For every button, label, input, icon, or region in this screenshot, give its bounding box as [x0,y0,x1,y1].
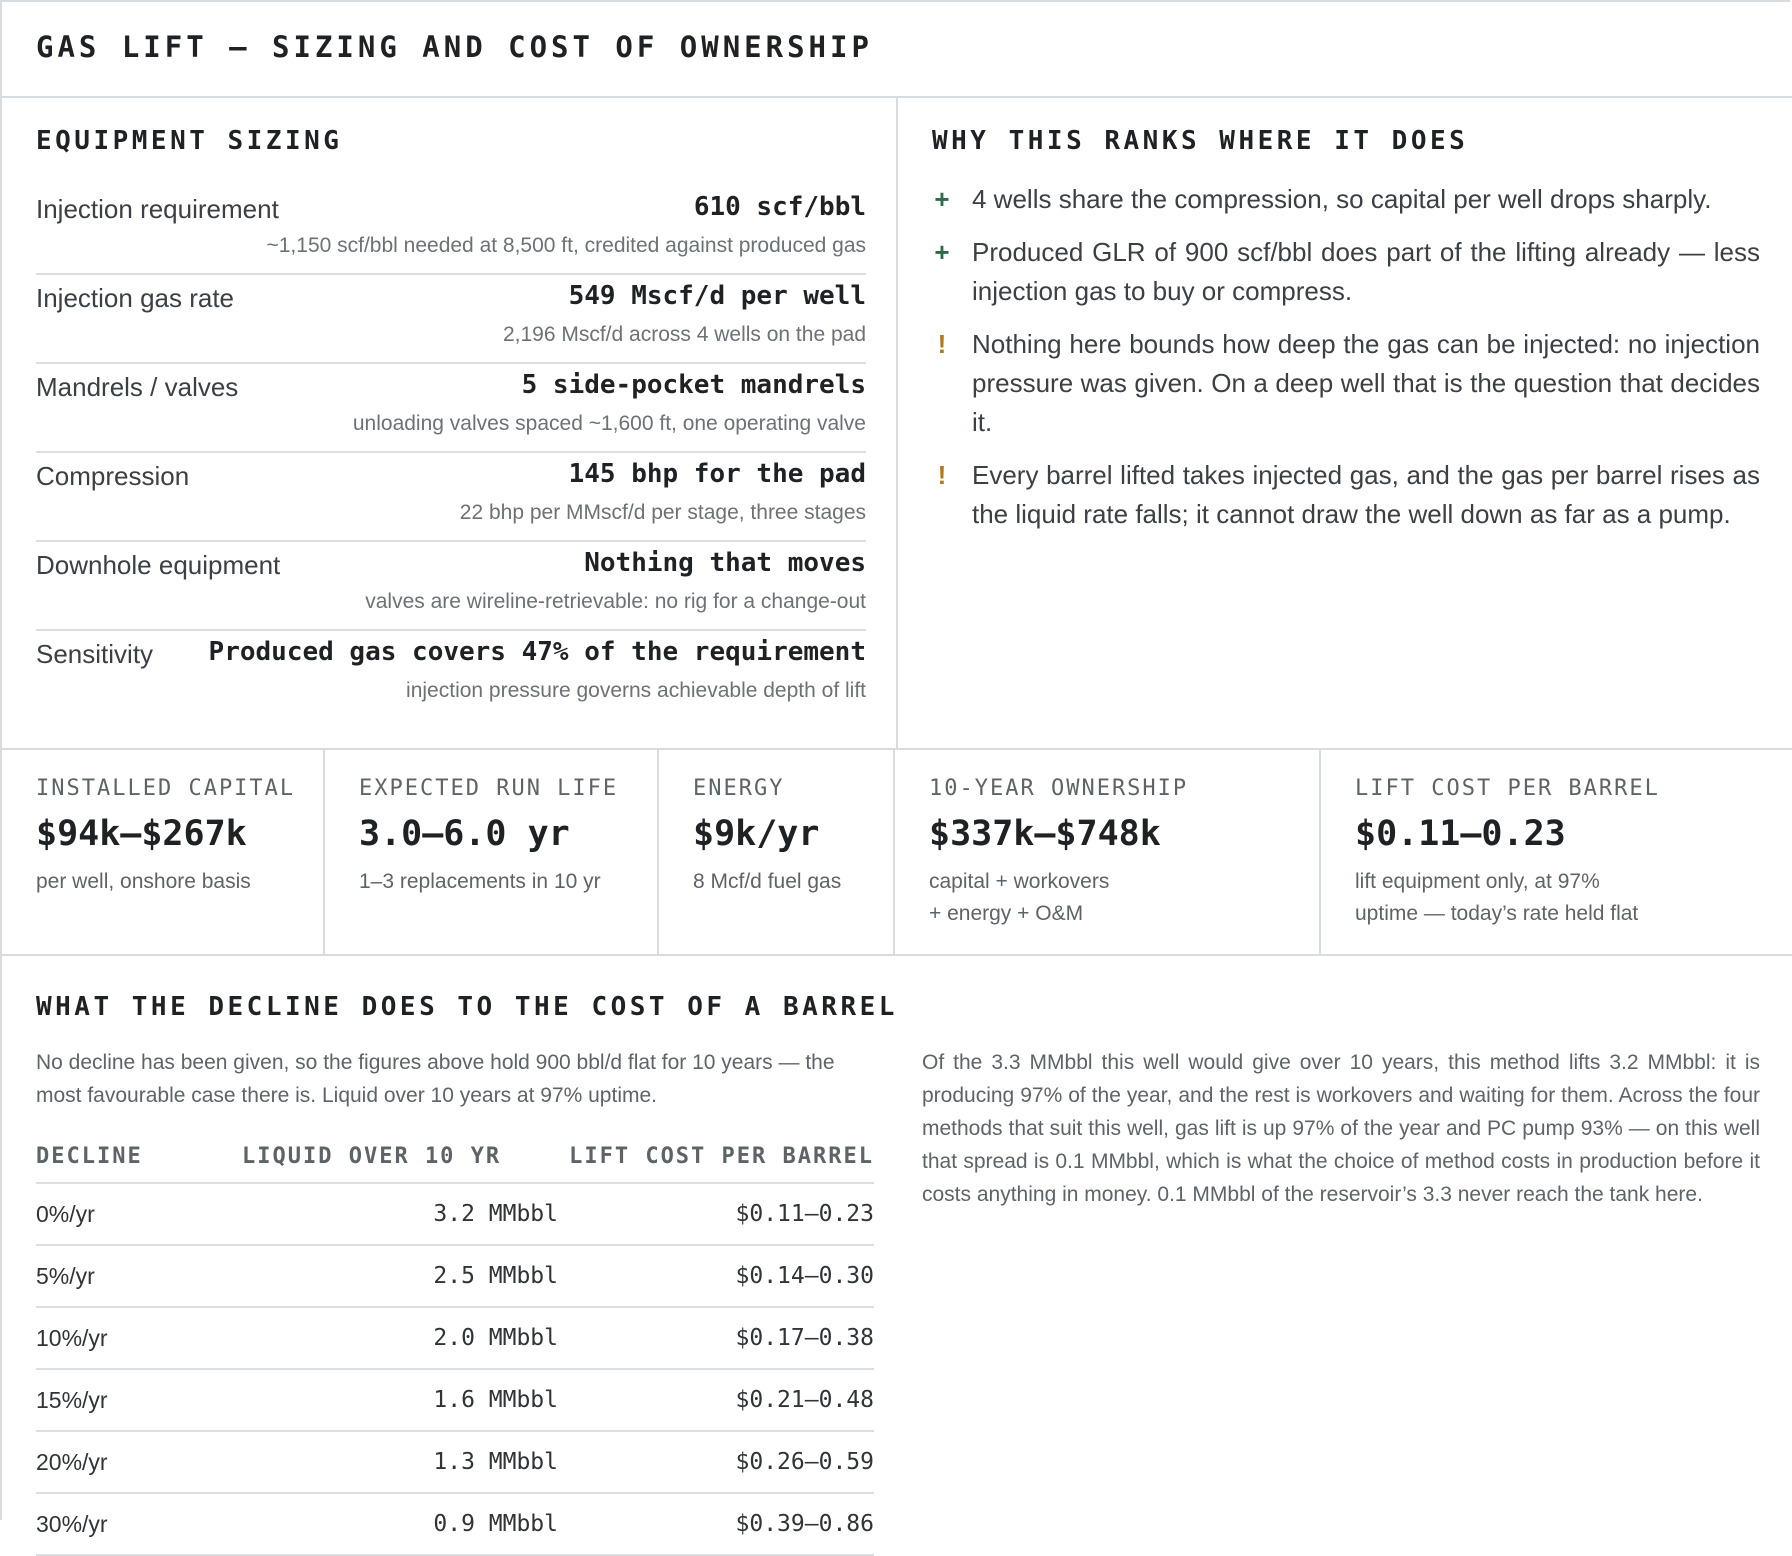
reason-text: Nothing here bounds how deep the gas can be injected: no injection pressure was given. On a deep well that is the question that decides it. [972,329,1760,437]
column-header-decline: DECLINE [36,1130,242,1183]
sizing-row [36,542,866,631]
sizing-note: unloading valves spaced ~1,600 ft, one operating valve [352,412,866,435]
metric-label: 10-YEAR OWNERSHIP [929,776,1189,801]
metric-note: per well, onshore basis [36,870,251,893]
cell-liquid: 1.3 MMbbl [242,1431,558,1493]
cell-liquid: 3.2 MMbbl [242,1183,558,1245]
sizing-note: ~1,150 scf/bbl needed at 8,500 ft, credited against produced gas [266,234,866,257]
upper-section [2,98,1792,750]
ranking-heading: WHY THIS RANKS WHERE IT DOES [932,126,1469,156]
column-header-liquid: LIQUID OVER 10 YR [242,1130,558,1183]
metric-ten-year-ownership [895,750,1321,954]
sizing-label: Downhole equipment [36,550,281,580]
metric-note: capital + workovers + energy + O&M [929,870,1110,925]
sizing-note: valves are wireline-retrievable: no rig for a change-out [365,590,866,613]
cell-cost: $0.21–0.48 [558,1369,874,1431]
metric-lift-cost [1321,750,1792,954]
sizing-label: Mandrels / valves [36,372,239,402]
cell-cost: $0.11–0.23 [558,1183,874,1245]
metric-value: $94k–$267k [36,814,247,854]
cell-decline: 0%/yr [36,1183,242,1245]
metric-label: EXPECTED RUN LIFE [359,776,619,801]
metric-label: LIFT COST PER BARREL [1355,776,1660,801]
sizing-row [36,275,866,364]
warning-icon: ! [937,329,947,359]
reason-item [932,456,1760,534]
sizing-row [36,631,866,720]
sizing-note: injection pressure governs achievable depth of lift [406,679,866,702]
metric-value: $337k–$748k [929,814,1161,854]
reason-text: 4 wells share the compression, so capital per well drops sharply. [972,184,1712,214]
cell-cost: $0.26–0.59 [558,1431,874,1493]
sizing-value: 5 side-pocket mandrels [521,370,866,400]
cell-decline: 20%/yr [36,1431,242,1493]
cell-decline: 30%/yr [36,1493,242,1555]
sizing-label: Injection requirement [36,194,279,224]
cell-decline: 5%/yr [36,1245,242,1307]
metric-note: lift equipment only, at 97% uptime — today’s rate held flat [1355,870,1639,925]
table-row [36,1431,874,1493]
metric-note: 8 Mcf/d fuel gas [693,870,842,893]
ranking-panel [898,98,1792,748]
table-row [36,1245,874,1307]
sizing-note: 22 bhp per MMscf/d per stage, three stages [459,501,866,524]
sizing-value: Nothing that moves [584,548,866,578]
table-row [36,1307,874,1369]
reason-item [932,180,1760,219]
table-row [36,1369,874,1431]
cell-liquid: 2.0 MMbbl [242,1307,558,1369]
decline-section [2,956,1792,1537]
cell-cost: $0.14–0.30 [558,1245,874,1307]
reason-text: Produced GLR of 900 scf/bbl does part of the lifting already — less injection gas to buy or compress. [972,237,1760,306]
sizing-value: 145 bhp for the pad [568,459,866,489]
sizing-row [36,186,866,275]
cell-cost: $0.39–0.86 [558,1493,874,1555]
reason-list [932,180,1760,548]
column-header-cost: LIFT COST PER BARREL [558,1130,874,1183]
metric-value: $0.11–0.23 [1355,814,1566,854]
plus-icon: + [934,237,950,267]
title-bar [2,2,1792,98]
cell-decline: 15%/yr [36,1369,242,1431]
reason-item [932,233,1760,311]
table-header-row [36,1130,874,1183]
equipment-sizing-heading: EQUIPMENT SIZING [36,126,343,156]
decline-table [36,1130,874,1556]
plus-icon: + [934,184,950,214]
metric-label: ENERGY [693,776,785,801]
sizing-row [36,453,866,542]
metric-note: 1–3 replacements in 10 yr [359,870,601,893]
cell-liquid: 2.5 MMbbl [242,1245,558,1307]
metrics-strip [2,750,1792,956]
metric-value: 3.0–6.0 yr [359,814,570,854]
decline-commentary: Of the 3.3 MMbbl this well would give over 10 years, this method lifts 3.2 MMbbl: it is producing 97% of the year, and the rest is workovers and waiting for them. Across the four methods that suit this well, gas lift is up 97% of the year and PC pump 93% — on this well that spread is 0.1 MMbbl, which is what the choice of method costs in production before it costs anything in money. 0.1 MMbbl of the reservoir’s 3.3 never reach the tank here. [922,1051,1760,1206]
sizing-label: Compression [36,461,190,491]
cell-decline: 10%/yr [36,1307,242,1369]
metric-run-life [325,750,659,954]
metric-value: $9k/yr [693,814,820,854]
table-row [36,1183,874,1245]
page-title: GAS LIFT — SIZING AND COST OF OWNERSHIP [36,30,873,64]
decline-heading: WHAT THE DECLINE DOES TO THE COST OF A BARREL [36,992,898,1022]
metric-label: INSTALLED CAPITAL [36,776,296,801]
metric-energy [659,750,895,954]
cell-liquid: 1.6 MMbbl [242,1369,558,1431]
equipment-sizing-panel [2,98,898,748]
cell-liquid: 0.9 MMbbl [242,1493,558,1555]
reason-text: Every barrel lifted takes injected gas, and the gas per barrel rises as the liquid rate falls; it cannot draw the well down as far as a pump. [972,460,1760,529]
decline-intro: No decline has been given, so the figures above hold 900 bbl/d flat for 10 years — the most favourable case there is. Liquid over 10 years at 97% uptime. [36,1051,835,1107]
sizing-label: Sensitivity [36,639,154,669]
sizing-row [36,364,866,453]
sizing-value: 549 Mscf/d per well [568,281,866,311]
sizing-note: 2,196 Mscf/d across 4 wells on the pad [502,323,866,346]
sizing-value: 610 scf/bbl [693,192,866,222]
reason-item [932,325,1760,442]
metric-installed-capital [2,750,325,954]
table-row [36,1493,874,1555]
sizing-label: Injection gas rate [36,283,235,313]
warning-icon: ! [937,460,947,490]
sizing-value: Produced gas covers 47% of the requirement [208,637,866,667]
cell-cost: $0.17–0.38 [558,1307,874,1369]
sizing-list [36,186,866,720]
